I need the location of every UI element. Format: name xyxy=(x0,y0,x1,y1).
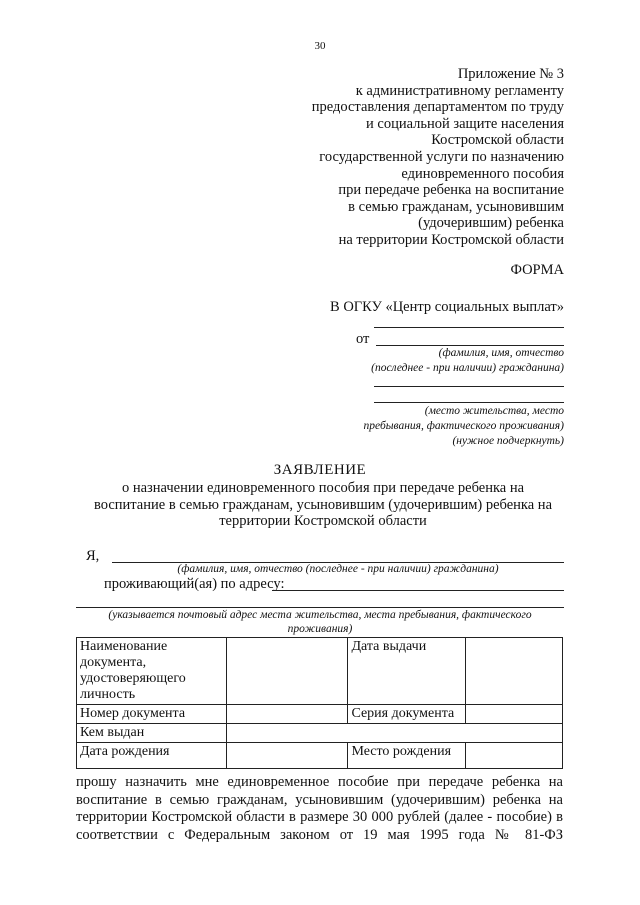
doc-series-value-cell[interactable] xyxy=(466,705,563,724)
appendix-line: (удочерившим) ребенка xyxy=(418,215,564,232)
from-label: от xyxy=(356,331,370,347)
appendix-line: и социальной защите населения xyxy=(366,115,564,132)
document-subtitle xyxy=(86,480,560,530)
identity-document-table xyxy=(76,637,563,769)
hint-line: (указывается почтовый адрес места жительства, места пребывания, фактического xyxy=(108,609,532,621)
appendix-header xyxy=(234,66,564,249)
appendix-line: Приложение № 3 xyxy=(457,66,564,82)
doc-number-value-cell[interactable] xyxy=(226,705,348,724)
paragraph-line: соответствии с Федеральным законом от 19 мая 1995 года № 81-ФЗ xyxy=(76,826,563,843)
hint-line: (последнее - при наличии) гражданина) xyxy=(371,362,564,374)
applicant-line-1[interactable] xyxy=(374,327,564,328)
i-label: Я, xyxy=(86,548,100,564)
address-label: проживающий(ая) по адресу: xyxy=(104,576,285,592)
appendix-line: Костромской области xyxy=(431,132,564,149)
doc-number-label: Номер документа xyxy=(77,705,227,724)
residence-line-1[interactable] xyxy=(374,386,564,387)
applicant-hint xyxy=(371,346,564,376)
hint-line: (фамилия, имя, отчество xyxy=(438,347,564,359)
paragraph-line: прошу назначить мне единовременное пособие при передаче ребенка на xyxy=(76,774,563,790)
birth-date-value-cell[interactable] xyxy=(226,743,348,769)
issue-date-value-cell[interactable] xyxy=(466,638,563,705)
appendix-line: государственной услуги по назначению xyxy=(319,148,564,165)
paragraph-line: территории Костромской области в размере 30 000 рублей (далее - пособие) в xyxy=(76,809,563,825)
birth-place-label: Место рождения xyxy=(348,743,466,769)
request-paragraph xyxy=(76,774,563,844)
issued-by-value-cell[interactable] xyxy=(226,724,562,743)
doc-series-label: Серия документа xyxy=(348,705,466,724)
doc-name-label: Наименование документа, удостоверяющего личность xyxy=(77,638,227,705)
appendix-line: в семью гражданам, усыновившим xyxy=(348,198,564,215)
residence-line-2[interactable] xyxy=(374,402,564,403)
appendix-line: к административному регламенту xyxy=(355,82,564,99)
subtitle-line: территории Костромской области xyxy=(219,513,427,529)
birth-place-value-cell[interactable] xyxy=(466,743,563,769)
issued-by-label: Кем выдан xyxy=(77,724,227,743)
hint-line: (нужное подчеркнуть) xyxy=(452,435,564,447)
paragraph-line: воспитание в семью гражданам, усыновившим (удочерившим) ребенка на xyxy=(76,791,563,808)
appendix-line: предоставления департаментом по труду xyxy=(311,99,564,116)
fullname-hint: (фамилия, имя, отчество (последнее - при наличии) гражданина) xyxy=(177,563,499,575)
appendix-line: при передаче ребенка на воспитание xyxy=(338,182,564,199)
address-line-1[interactable] xyxy=(272,590,564,591)
hint-line: (место жительства, место xyxy=(424,405,564,417)
appendix-line: единовременного пособия xyxy=(401,165,564,182)
form-label: ФОРМА xyxy=(510,262,564,278)
birth-date-label: Дата рождения xyxy=(77,743,227,769)
issue-date-label: Дата выдачи xyxy=(348,638,466,705)
residence-hint xyxy=(364,404,565,449)
recipient-org: В ОГКУ «Центр социальных выплат» xyxy=(330,299,564,315)
appendix-line: на территории Костромской области xyxy=(338,231,564,248)
hint-line: пребывания, фактического проживания) xyxy=(363,420,564,432)
subtitle-line: воспитание в семью гражданам, усыновившим (удочерившим) ребенка на xyxy=(93,496,553,513)
address-hint xyxy=(76,608,564,636)
subtitle-line: о назначении единовременного пособия при передаче ребенка на xyxy=(121,480,525,496)
page-number: 30 xyxy=(314,40,326,52)
document-title: ЗАЯВЛЕНИЕ xyxy=(273,462,367,478)
hint-line: проживания) xyxy=(287,623,353,635)
doc-name-value-cell[interactable] xyxy=(226,638,348,705)
